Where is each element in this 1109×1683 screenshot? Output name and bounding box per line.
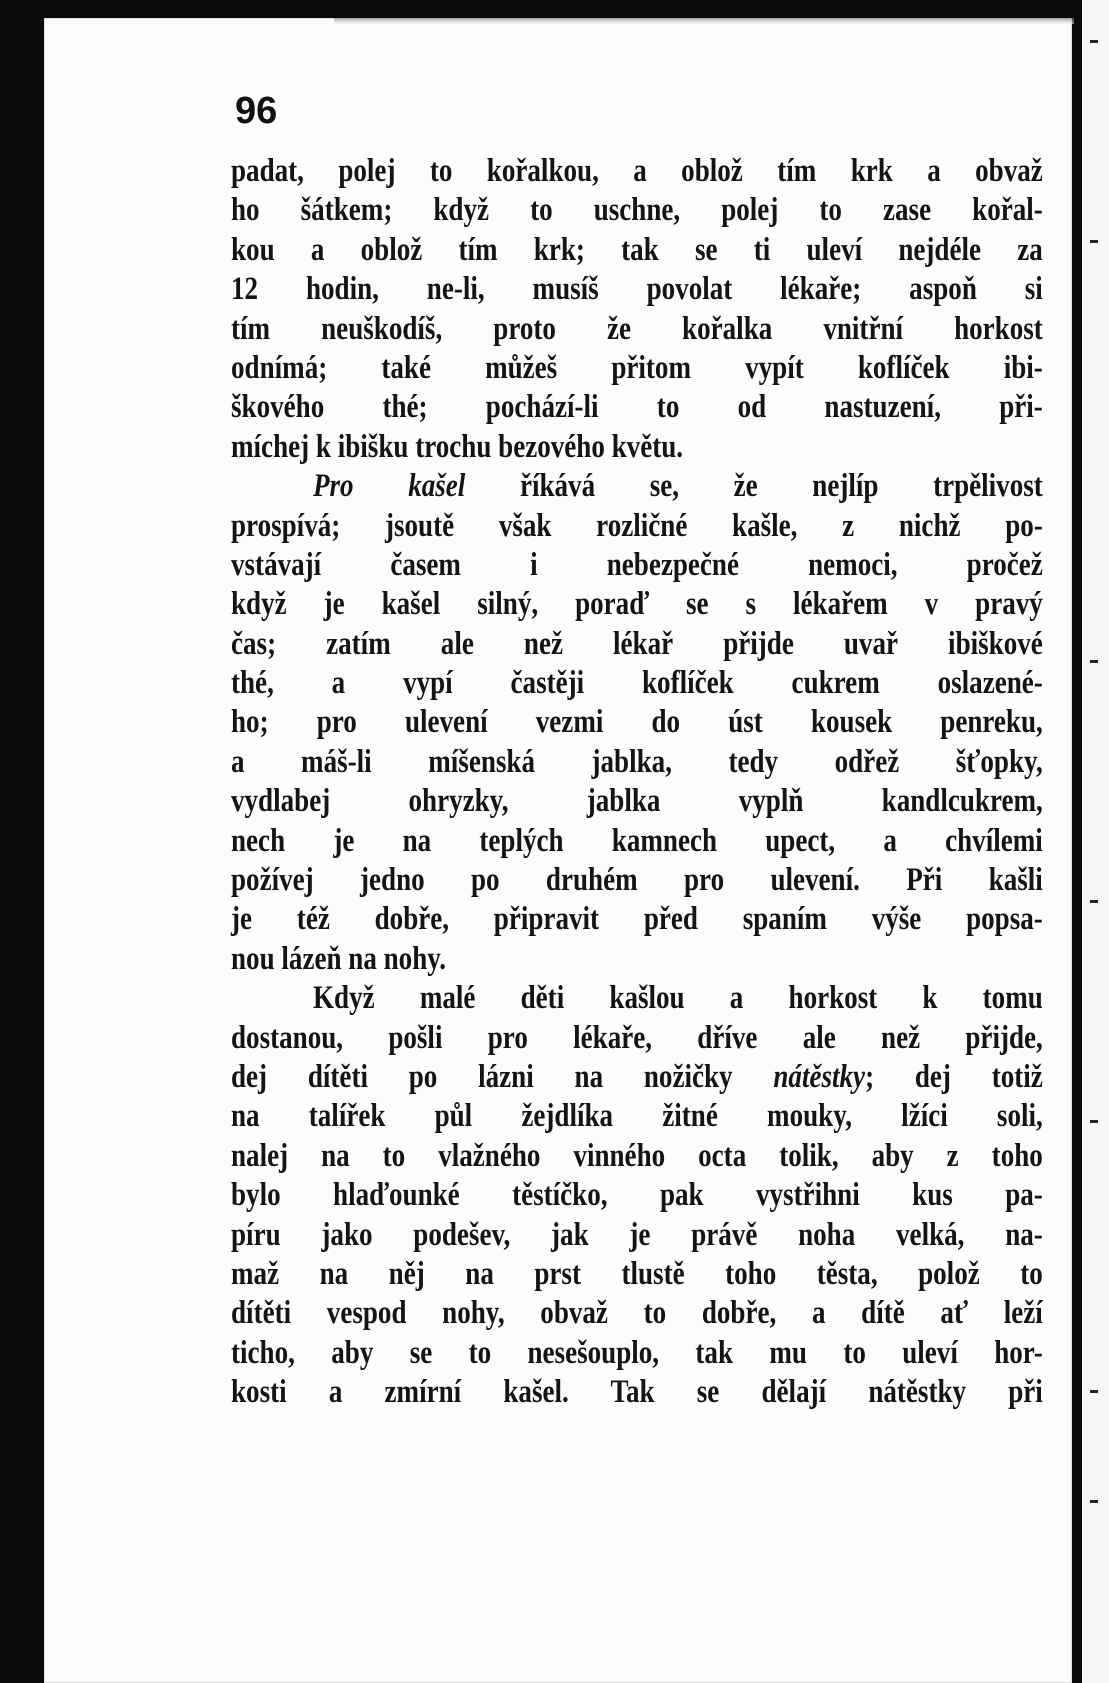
text-line [231, 467, 1043, 506]
text-run: požívej jedno po druhém pro ulevení. Při kašli [231, 862, 1043, 899]
text-run: padat, polej to kořalkou, a oblož tím krk a obvaž [231, 153, 1043, 189]
text-line [231, 940, 1043, 979]
text-line [231, 507, 1043, 546]
text-line [231, 743, 1043, 782]
scan-mark [1090, 240, 1098, 243]
text-run: míchej k ibišku trochu bezového květu. [231, 428, 684, 465]
text-line [231, 428, 1043, 467]
text-run: vstávají časem i nebezpečné nemoci, pročež [231, 546, 1043, 583]
text-line [231, 861, 1043, 900]
text-run: dostanou, pošli pro lékaře, dříve ale než přijde, [231, 1019, 1043, 1056]
scan-mark [1090, 40, 1098, 43]
text-line [231, 349, 1043, 388]
text-run: ticho, aby se to nesešouplo, tak mu to uleví hor- [231, 1334, 1043, 1371]
text-run: kou a oblož tím krk; tak se ti uleví nejdéle za [231, 231, 1043, 268]
text-line [231, 310, 1043, 349]
italic-term: Pro kašel [313, 468, 466, 505]
text-line [231, 270, 1043, 309]
text-line [231, 782, 1043, 821]
text-run: na talířek půl žejdlíka žitné mouky, lžíci soli, [231, 1098, 1043, 1135]
text-line [231, 585, 1043, 624]
text-run: říkává se, že nejlíp trpělivost [465, 468, 1043, 505]
text-run: odnímá; také můžeš přitom vypít koflíček ibi- [231, 349, 1043, 386]
italic-term: nátěstky [773, 1058, 866, 1095]
text-line [231, 1058, 1043, 1097]
text-line [231, 1176, 1043, 1215]
text-run: čas; zatím ale než lékař přijde uvař ibiškové [231, 625, 1043, 662]
text-run: nalej na to vlažného vinného octa tolik, aby z toho [231, 1137, 1043, 1174]
text-line [231, 1019, 1043, 1058]
text-line [231, 1137, 1043, 1176]
text-line [231, 1255, 1043, 1294]
text-run: 12 hodin, ne-li, musíš povolat lékaře; aspoň si [231, 271, 1043, 308]
text-line [231, 388, 1043, 427]
page-number: 96 [235, 90, 278, 132]
text-run: Když malé děti kašlou a horkost k tomu [313, 980, 1043, 1017]
text-run: když je kašel silný, poraď se s lékařem v pravý [231, 586, 1043, 623]
text-run: prospívá; jsoutě však rozličné kašle, z nichž po- [231, 507, 1043, 544]
book-page [44, 18, 1072, 1683]
text-line [231, 231, 1043, 270]
text-run: maž na něj na prst tlustě toho těsta, polož to [231, 1255, 1043, 1292]
text-line [231, 546, 1043, 585]
text-run: ho šátkem; když to uschne, polej to zase kořal- [231, 192, 1043, 229]
text-line [231, 664, 1043, 703]
text-run: píru jako podešev, jak je právě noha velká, na- [231, 1216, 1043, 1253]
body-text [231, 152, 1043, 1413]
text-run: vydlabej ohryzky, jablka vyplň kandlcukrem, [231, 783, 1043, 820]
text-line [231, 1334, 1043, 1373]
text-run: dítěti vespod nohy, obvaž to dobře, a dítě ať leží [231, 1295, 1043, 1332]
scan-mark [1090, 900, 1098, 903]
text-line [231, 191, 1043, 230]
scan-mark [1090, 1390, 1098, 1393]
text-run: a máš-li míšenská jablka, tedy odřež šťopky, [231, 743, 1043, 780]
text-run: nou lázeň na nohy. [231, 940, 447, 977]
text-run: nech je na teplých kamnech upect, a chvílemi [231, 822, 1043, 859]
text-run: bylo hlaďounké těstíčko, pak vystřihni kus pa- [231, 1177, 1043, 1214]
scan-margin-strip [1082, 0, 1109, 1683]
text-line [231, 822, 1043, 861]
scan-mark [1090, 1120, 1098, 1123]
text-line [231, 1097, 1043, 1136]
text-run: je též dobře, připravit před spaním výše popsa- [231, 901, 1043, 938]
text-line [231, 1216, 1043, 1255]
text-run: škového thé; pochází-li to od nastuzení, při- [231, 389, 1043, 426]
text-run: thé, a vypí častěji koflíček cukrem oslazené- [231, 665, 1043, 702]
scan-mark [1090, 660, 1098, 663]
text-line [231, 625, 1043, 664]
text-line [231, 1294, 1043, 1333]
text-run: tím neuškodíš, proto že kořalka vnitřní horkost [231, 310, 1043, 347]
text-line [231, 979, 1043, 1018]
text-run: ho; pro ulevení vezmi do úst kousek penreku, [231, 704, 1043, 741]
text-run: dej dítěti po lázni na nožičky [231, 1058, 774, 1095]
text-run: kosti a zmírní kašel. Tak se dělají nátěstky při [231, 1374, 1043, 1411]
text-line [231, 703, 1043, 742]
scan-mark [1090, 1500, 1098, 1503]
text-line [231, 1373, 1043, 1412]
text-run: ; dej totiž [865, 1058, 1043, 1095]
text-line [231, 900, 1043, 939]
text-line [231, 152, 1043, 191]
page-top-edge-shadow [334, 18, 1074, 24]
